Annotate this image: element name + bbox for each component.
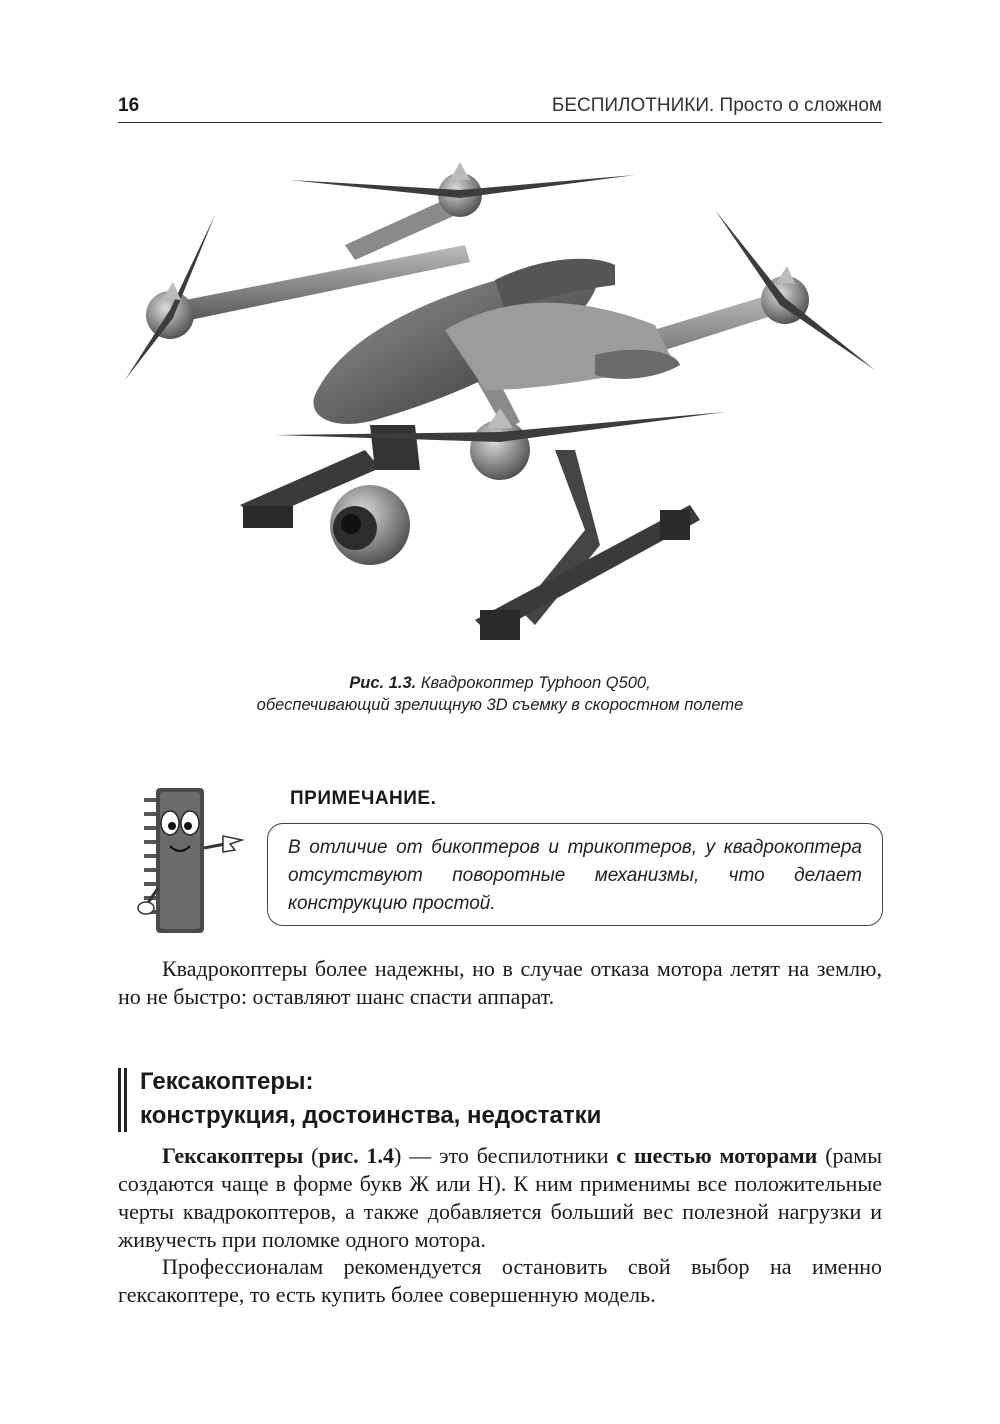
note-title: ПРИМЕЧАНИЕ. [290,788,437,809]
caption-line-2: обеспечивающий зрелищную 3D съемку в скоростном полете [256,696,744,714]
paragraph-1-text: Квадрокоптеры более надежны, но в случае отказа мотора летят на землю, но не быстро: оставляют шанс спасти аппарат. [118,956,882,1009]
paragraph-hexacopters [118,1142,882,1254]
page-header [118,92,882,123]
caption-line-1: Квадрокоптер Typhoon Q500, [416,674,651,692]
paragraph-3-text: Профессионалам рекомендуется остановить свой выбор на именно гексакоптере, то есть купить более совершенную модель. [118,1254,882,1307]
emphasis-six-motors: с шестью моторами [616,1143,818,1168]
heading-line-2: конструкция, достоинства, недостатки [140,1102,602,1129]
microchip-mascot-icon [130,778,250,938]
paragraph-professionals [118,1253,882,1309]
ref-open: ( [303,1143,319,1168]
figure-label: Рис. 1.3. [349,674,417,692]
paragraph-2-rest: (рамы создаются чаще в форме букв Ж или Н). К ним применимы все положительные черты квадрокоптеров, а также добавляется больший вес полезной нагрузки и живучесть при поломке одного мотора. [118,1143,882,1252]
paragraph-quadcopter-reliability [118,955,882,1011]
note-box [267,823,883,926]
section-heading [118,1065,601,1133]
note-text: В отличие от бикоптеров и трикоптеров, у квадрокоптера отсутствуют поворотные механизмы, что делает конструкцию простой. [288,837,862,914]
paragraph-2-mid: ) — это беспилотники [394,1143,617,1168]
drone-illustration [115,150,885,660]
figure-caption [118,672,882,716]
running-title: БЕСПИЛОТНИКИ. Просто о сложном [551,95,882,116]
page-number: 16 [118,95,140,116]
figure-reference: рис. 1.4 [318,1143,395,1168]
heading-line-1: Гексакоптеры: [140,1068,314,1095]
term-hexacopters: Гексакоптеры [162,1143,304,1168]
